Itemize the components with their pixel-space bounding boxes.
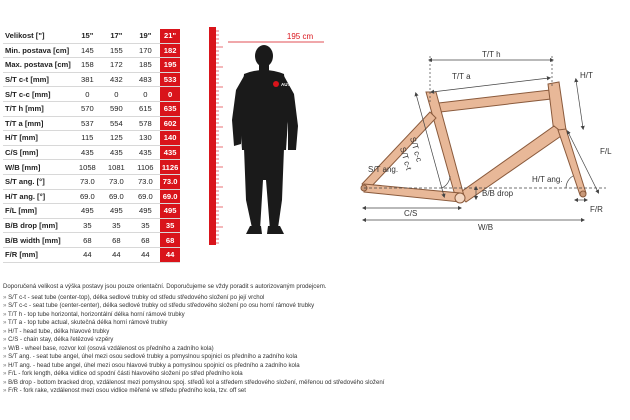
notes-intro: Doporučená velikost a výška postavy jsou pouze orientační. Doporučujeme se vždy poradit s autorizovaným prodejcem. bbox=[3, 283, 327, 290]
row-label: S/T c-t [mm] bbox=[3, 72, 73, 87]
geometry-table-body bbox=[3, 29, 180, 262]
front-dropout bbox=[580, 191, 586, 197]
bullet-icon: » bbox=[3, 319, 8, 326]
notes-list bbox=[3, 294, 627, 396]
bullet-icon: » bbox=[3, 370, 9, 377]
table-row bbox=[3, 218, 180, 233]
size-value: 1126 bbox=[160, 160, 180, 175]
note-text: T/T a - top tube actual, skutečná délka horní rámové trubky bbox=[7, 319, 168, 326]
size-value: 130 bbox=[131, 131, 160, 146]
size-value: 602 bbox=[160, 116, 180, 131]
label-ht: H/T bbox=[580, 71, 593, 80]
note-text: S/T ang. - seat tube angel, úhel mezi osou sedlové trubky a pomyslnou spojnicí os předního a zadního kola bbox=[8, 353, 298, 360]
rider-figure bbox=[214, 32, 329, 240]
row-label: Velikost ["] bbox=[3, 29, 73, 43]
note-text: F/R - fork rake, vzdálenost mezi osou vidlice měřené ve středu předního kola, tzv. off set bbox=[8, 387, 246, 394]
size-value: 35 bbox=[131, 218, 160, 233]
size-value: 115 bbox=[73, 131, 102, 146]
height-marker-label: 195 cm bbox=[286, 32, 314, 41]
size-value: 69.0 bbox=[160, 189, 180, 204]
size-value: 483 bbox=[131, 72, 160, 87]
note-text: H/T - head tube, délka hlavové trubky bbox=[8, 327, 110, 335]
size-value: 0 bbox=[102, 87, 131, 102]
row-label: H/T ang. [°] bbox=[3, 189, 73, 204]
size-value: 44 bbox=[160, 247, 180, 262]
size-value: 635 bbox=[160, 101, 180, 116]
label-st-ang: S/T ang. bbox=[368, 165, 399, 174]
note-item bbox=[3, 336, 627, 345]
note-item bbox=[3, 294, 627, 303]
label-fl: F/L bbox=[600, 147, 612, 156]
size-value: 155 bbox=[102, 43, 131, 58]
frame-geometry-diagram bbox=[340, 30, 630, 240]
person-silhouette bbox=[232, 45, 298, 234]
size-value: 68 bbox=[131, 233, 160, 248]
bullet-icon: » bbox=[3, 310, 8, 318]
note-item bbox=[3, 387, 627, 396]
size-value: 495 bbox=[160, 204, 180, 219]
note-text: C/S - chain stay, délka řetězové vzpěry bbox=[8, 336, 114, 343]
note-text: S/T c-t - seat tube (center-top), délka sedlové trubky od středu středového složení po její vrchol bbox=[8, 293, 265, 301]
row-label: S/T c-c [mm] bbox=[3, 87, 73, 102]
size-value: 69.0 bbox=[131, 189, 160, 204]
size-value: 35 bbox=[102, 218, 131, 233]
row-label: H/T [mm] bbox=[3, 131, 73, 146]
size-value: 172 bbox=[102, 58, 131, 73]
row-label: C/S [mm] bbox=[3, 145, 73, 160]
bullet-icon: » bbox=[3, 361, 9, 369]
note-text: F/L - fork length, délka vidlice od spodní části hlavového složení po střed předního kola bbox=[8, 370, 243, 377]
bottom-bracket bbox=[455, 193, 465, 203]
bullet-icon: » bbox=[3, 293, 9, 301]
table-row bbox=[3, 101, 180, 116]
size-value: 435 bbox=[131, 145, 160, 160]
size-value: 73.0 bbox=[102, 174, 131, 189]
table-row bbox=[3, 58, 180, 73]
table-header-row bbox=[3, 29, 180, 43]
note-item bbox=[3, 362, 627, 371]
size-value: 73.0 bbox=[131, 174, 160, 189]
bullet-icon: » bbox=[3, 336, 9, 343]
bullet-icon: » bbox=[3, 378, 9, 386]
bullet-icon: » bbox=[3, 344, 9, 352]
row-label: Max. postava [cm] bbox=[3, 58, 73, 73]
label-st-ct: S/T c-t bbox=[398, 146, 414, 172]
table-row bbox=[3, 233, 180, 248]
row-label: F/L [mm] bbox=[3, 204, 73, 219]
size-value: 1081 bbox=[102, 160, 131, 175]
row-label: B/B width [mm] bbox=[3, 233, 73, 248]
label-ht-ang: H/T ang. bbox=[532, 175, 563, 184]
size-value: 432 bbox=[102, 72, 131, 87]
row-label: F/R [mm] bbox=[3, 247, 73, 262]
table-row bbox=[3, 131, 180, 146]
size-value: 44 bbox=[73, 247, 102, 262]
note-text: T/T h - top tube horizontal, horizontální délka horní rámové trubky bbox=[7, 310, 185, 318]
top-tube bbox=[430, 90, 551, 113]
table-row bbox=[3, 174, 180, 189]
label-bb-drop: B/B drop bbox=[482, 189, 514, 198]
size-value: 17" bbox=[102, 29, 131, 43]
size-value: 35 bbox=[160, 218, 180, 233]
size-value: 537 bbox=[73, 116, 102, 131]
size-value: 44 bbox=[131, 247, 160, 262]
bike-frame bbox=[362, 82, 586, 202]
label-st-cc: S/T c-c bbox=[408, 136, 424, 163]
label-fr: F/R bbox=[590, 205, 603, 214]
size-value: 1058 bbox=[73, 160, 102, 175]
label-tt-h: T/T h bbox=[482, 50, 501, 59]
table-row bbox=[3, 116, 180, 131]
size-value: 590 bbox=[102, 101, 131, 116]
table-row bbox=[3, 145, 180, 160]
row-label: S/T ang. [°] bbox=[3, 174, 73, 189]
jersey-logo-text: AUTHOR bbox=[281, 82, 301, 87]
row-label: T/T a [mm] bbox=[3, 116, 73, 131]
row-label: Min. postava [cm] bbox=[3, 43, 73, 58]
note-text: W/B - wheel base, rozvor kol (osová vzdálenost os předního a zadního kola) bbox=[8, 344, 214, 352]
size-value: 0 bbox=[73, 87, 102, 102]
size-value: 1106 bbox=[131, 160, 160, 175]
size-value: 435 bbox=[102, 145, 131, 160]
size-value: 495 bbox=[131, 204, 160, 219]
size-value: 145 bbox=[73, 43, 102, 58]
size-value: 68 bbox=[73, 233, 102, 248]
fork bbox=[558, 129, 586, 195]
size-value: 195 bbox=[160, 58, 180, 73]
row-label: B/B drop [mm] bbox=[3, 218, 73, 233]
bullet-icon: » bbox=[3, 387, 9, 394]
note-text: H/T ang. - head tube angel, úhel mezi osou hlavové trubky a pomyslnou spojnicí os předního a zadního kola bbox=[8, 361, 300, 369]
size-value: 69.0 bbox=[102, 189, 131, 204]
bullet-icon: » bbox=[3, 327, 9, 335]
label-wb: W/B bbox=[478, 223, 494, 232]
label-tt-a: T/T a bbox=[452, 72, 471, 81]
size-value: 533 bbox=[160, 72, 180, 87]
table-row bbox=[3, 72, 180, 87]
size-value: 0 bbox=[160, 87, 180, 102]
table-row bbox=[3, 247, 180, 262]
row-label: W/B [mm] bbox=[3, 160, 73, 175]
note-item bbox=[3, 311, 627, 320]
size-value: 140 bbox=[160, 131, 180, 146]
table-row bbox=[3, 87, 180, 102]
size-value: 381 bbox=[73, 72, 102, 87]
size-value: 182 bbox=[160, 43, 180, 58]
size-value: 73.0 bbox=[73, 174, 102, 189]
note-text: S/T c-c - seat tube (center-center), délka sedlové trubky od středu středového složení po osu horní rámové trubky bbox=[8, 302, 315, 309]
size-value: 615 bbox=[131, 101, 160, 116]
table-row bbox=[3, 160, 180, 175]
note-item bbox=[3, 370, 627, 379]
size-value: 578 bbox=[131, 116, 160, 131]
size-value: 44 bbox=[102, 247, 131, 262]
size-value: 185 bbox=[131, 58, 160, 73]
note-item bbox=[3, 379, 627, 388]
size-value: 158 bbox=[73, 58, 102, 73]
size-value: 435 bbox=[73, 145, 102, 160]
note-text: B/B drop - bottom bracked drop, vzdálenost mezi pomyslnou spoj. středů kol a středem středového složení, měřenou od středového složení bbox=[8, 378, 385, 386]
note-item bbox=[3, 328, 627, 337]
size-value: 0 bbox=[131, 87, 160, 102]
size-value: 554 bbox=[102, 116, 131, 131]
size-value: 21" bbox=[160, 29, 180, 43]
size-value: 68 bbox=[102, 233, 131, 248]
size-value: 68 bbox=[160, 233, 180, 248]
table-row bbox=[3, 189, 180, 204]
note-item bbox=[3, 302, 627, 311]
label-cs: C/S bbox=[404, 209, 418, 218]
note-item bbox=[3, 345, 627, 354]
size-value: 73.0 bbox=[160, 174, 180, 189]
size-value: 570 bbox=[73, 101, 102, 116]
chain-stay bbox=[364, 184, 460, 202]
size-value: 125 bbox=[102, 131, 131, 146]
bullet-icon: » bbox=[3, 353, 9, 360]
glossary-notes bbox=[3, 283, 627, 396]
jersey-logo-mark bbox=[273, 81, 279, 87]
geometry-table bbox=[3, 29, 180, 263]
head-tube bbox=[548, 82, 566, 133]
size-value: 435 bbox=[160, 145, 180, 160]
note-item bbox=[3, 319, 627, 328]
size-value: 19" bbox=[131, 29, 160, 43]
size-value: 69.0 bbox=[73, 189, 102, 204]
size-value: 15" bbox=[73, 29, 102, 43]
size-value: 35 bbox=[73, 218, 102, 233]
size-value: 495 bbox=[102, 204, 131, 219]
row-label: T/T h [mm] bbox=[3, 101, 73, 116]
table-row bbox=[3, 204, 180, 219]
note-item bbox=[3, 353, 627, 362]
size-value: 495 bbox=[73, 204, 102, 219]
bullet-icon: » bbox=[3, 302, 9, 309]
table-row bbox=[3, 43, 180, 58]
size-value: 170 bbox=[131, 43, 160, 58]
